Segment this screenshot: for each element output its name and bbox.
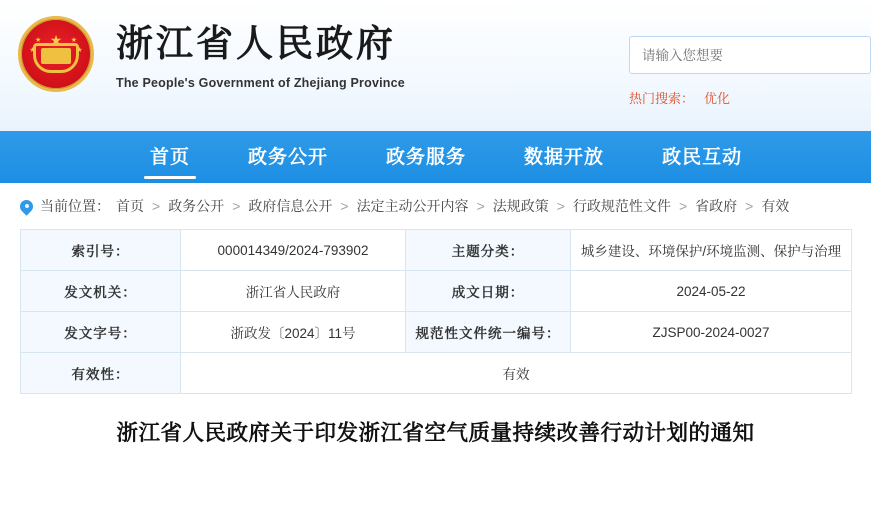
site-subtitle: The People's Government of Zhejiang Province [116,76,405,90]
breadcrumb-separator: > [745,198,754,214]
breadcrumb-item-laws-policies[interactable]: 法规政策 [492,198,549,214]
location-pin-icon [20,200,33,213]
meta-key-validity: 有效性： [21,353,181,394]
page-title: 浙江省人民政府关于印发浙江省空气质量持续改善行动计划的通知 [116,421,755,445]
nav-item-open-data[interactable]: 数据开放 [524,146,605,168]
breadcrumb-item-provincial-government[interactable]: 省政府 [695,198,738,214]
meta-value-normative-doc-id: ZJSP00-2024-0027 [571,312,852,353]
table-row [21,312,852,353]
breadcrumb-item-statutory-disclosure[interactable]: 法定主动公开内容 [356,198,469,214]
nav-item-government-services[interactable]: 政务服务 [386,146,467,168]
emblem-star-large: ★ [49,32,63,48]
hot-search-row [629,88,871,107]
brand-block[interactable] [0,0,405,92]
breadcrumb-item-home[interactable]: 首页 [116,198,144,214]
nav-item-home[interactable]: 首页 [150,142,190,173]
emblem-star-small: ★ [35,37,42,45]
table-row [21,271,852,312]
nav-item-government-affairs[interactable]: 政务公开 [248,146,329,168]
breadcrumb-separator: > [556,198,565,214]
emblem-star-small: ★ [29,47,36,54]
meta-key-document-number: 发文字号： [21,312,181,353]
search-input[interactable] [640,47,860,64]
main-nav [0,131,871,183]
document-meta-wrapper [0,229,871,394]
meta-value-validity: 有效 [181,353,852,394]
breadcrumb-separator: > [232,198,241,214]
table-row [21,230,852,271]
nav-item-public-interaction[interactable]: 政民互动 [662,146,743,168]
hot-search-item[interactable]: 优化 [704,91,731,106]
meta-value-issuing-agency: 浙江省人民政府 [181,271,406,312]
site-header [0,0,871,131]
emblem-star-small: ★ [76,47,83,54]
national-emblem-icon [18,16,94,92]
breadcrumb-separator: > [152,198,161,214]
table-row [21,353,852,394]
meta-key-normative-doc-id: 规范性文件统一编号： [406,312,571,353]
search-box[interactable] [629,36,871,74]
breadcrumb-separator: > [340,198,349,214]
breadcrumb-separator: > [476,198,485,214]
site-title-block [116,18,405,90]
breadcrumb-item-government-affairs[interactable]: 政务公开 [168,198,225,214]
meta-value-document-number: 浙政发〔2024〕11号 [181,312,406,353]
meta-key-topic-category: 主题分类： [406,230,571,271]
search-zone [621,36,871,107]
breadcrumb-separator: > [678,198,688,214]
document-meta-table [20,229,852,394]
hot-search-label: 热门搜索： [629,91,695,106]
site-title: 浙江省人民政府 [116,23,396,64]
meta-key-issuing-agency: 发文机关： [21,271,181,312]
breadcrumb-item-valid[interactable]: 有效 [761,198,790,214]
emblem-gear-shape [33,43,79,73]
emblem-star-small: ★ [70,37,77,45]
breadcrumb-item-normative-documents[interactable]: 行政规范性文件 [572,198,671,214]
breadcrumb [0,183,871,229]
breadcrumb-label: 当前位置： [40,198,110,214]
meta-key-index-number: 索引号： [21,230,181,271]
breadcrumb-item-government-info-disclosure[interactable]: 政府信息公开 [248,198,333,214]
meta-value-topic-category: 城乡建设、环境保护/环境监测、保护与治理 [571,230,852,271]
meta-value-index-number: 000014349/2024-793902 [181,230,406,271]
meta-value-date: 2024-05-22 [571,271,852,312]
meta-key-date: 成文日期： [406,271,571,312]
